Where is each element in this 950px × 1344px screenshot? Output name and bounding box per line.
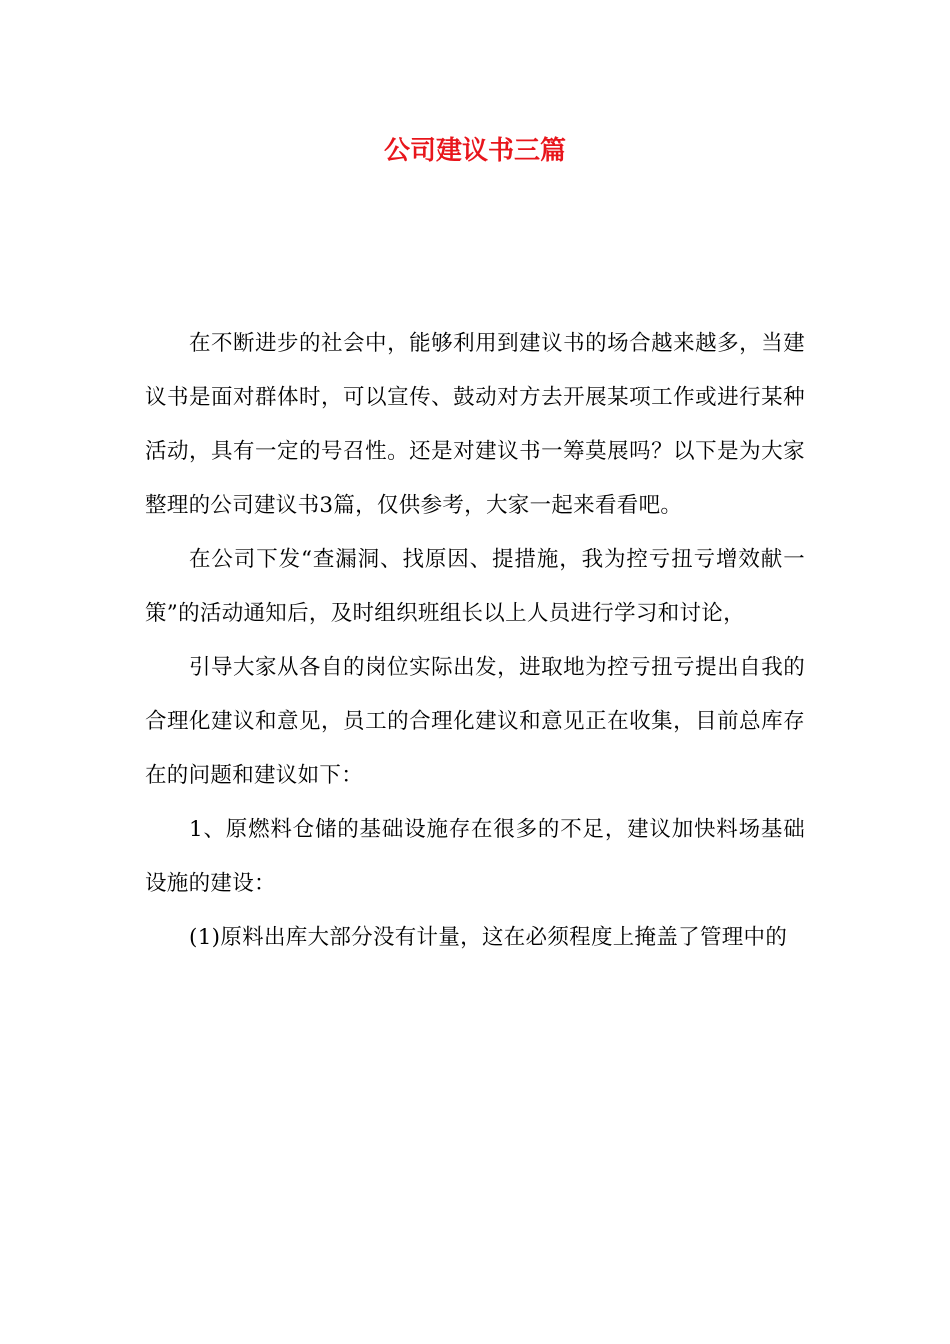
document-title: 公司建议书三篇 (383, 136, 566, 166)
paragraph-item-1-sub-1: (1)原料出库大部分没有计量，这在必须程度上掩盖了管理中的 (189, 925, 788, 950)
paragraph-notice: 在公司下发“查漏洞、找原因、提措施，我为控亏扭亏增效献一策”的活动通知后，及时组织班组长以上人员进行学习和讨论， (145, 547, 805, 626)
paragraph-item-1: 1、原燃料仓储的基础设施存在很多的不足，建议加快料场基础设施的建设： (145, 817, 805, 896)
paragraph-guidance: 引导大家从各自的岗位实际出发，进取地为控亏扭亏提出自我的合理化建议和意见，员工的合理化建议和意见正在收集，目前总库存在的问题和建议如下： (145, 655, 805, 788)
document-body (145, 317, 805, 965)
paragraph-intro: 在不断进步的社会中，能够利用到建议书的场合越来越多，当建议书是面对群体时，可以宣传、鼓动对方去开展某项工作或进行某种活动，具有一定的号召性。还是对建议书一筹莫展吗？以下是为大家整理的公司建议书3篇，仅供参考，大家一起来看看吧。 (145, 331, 805, 518)
